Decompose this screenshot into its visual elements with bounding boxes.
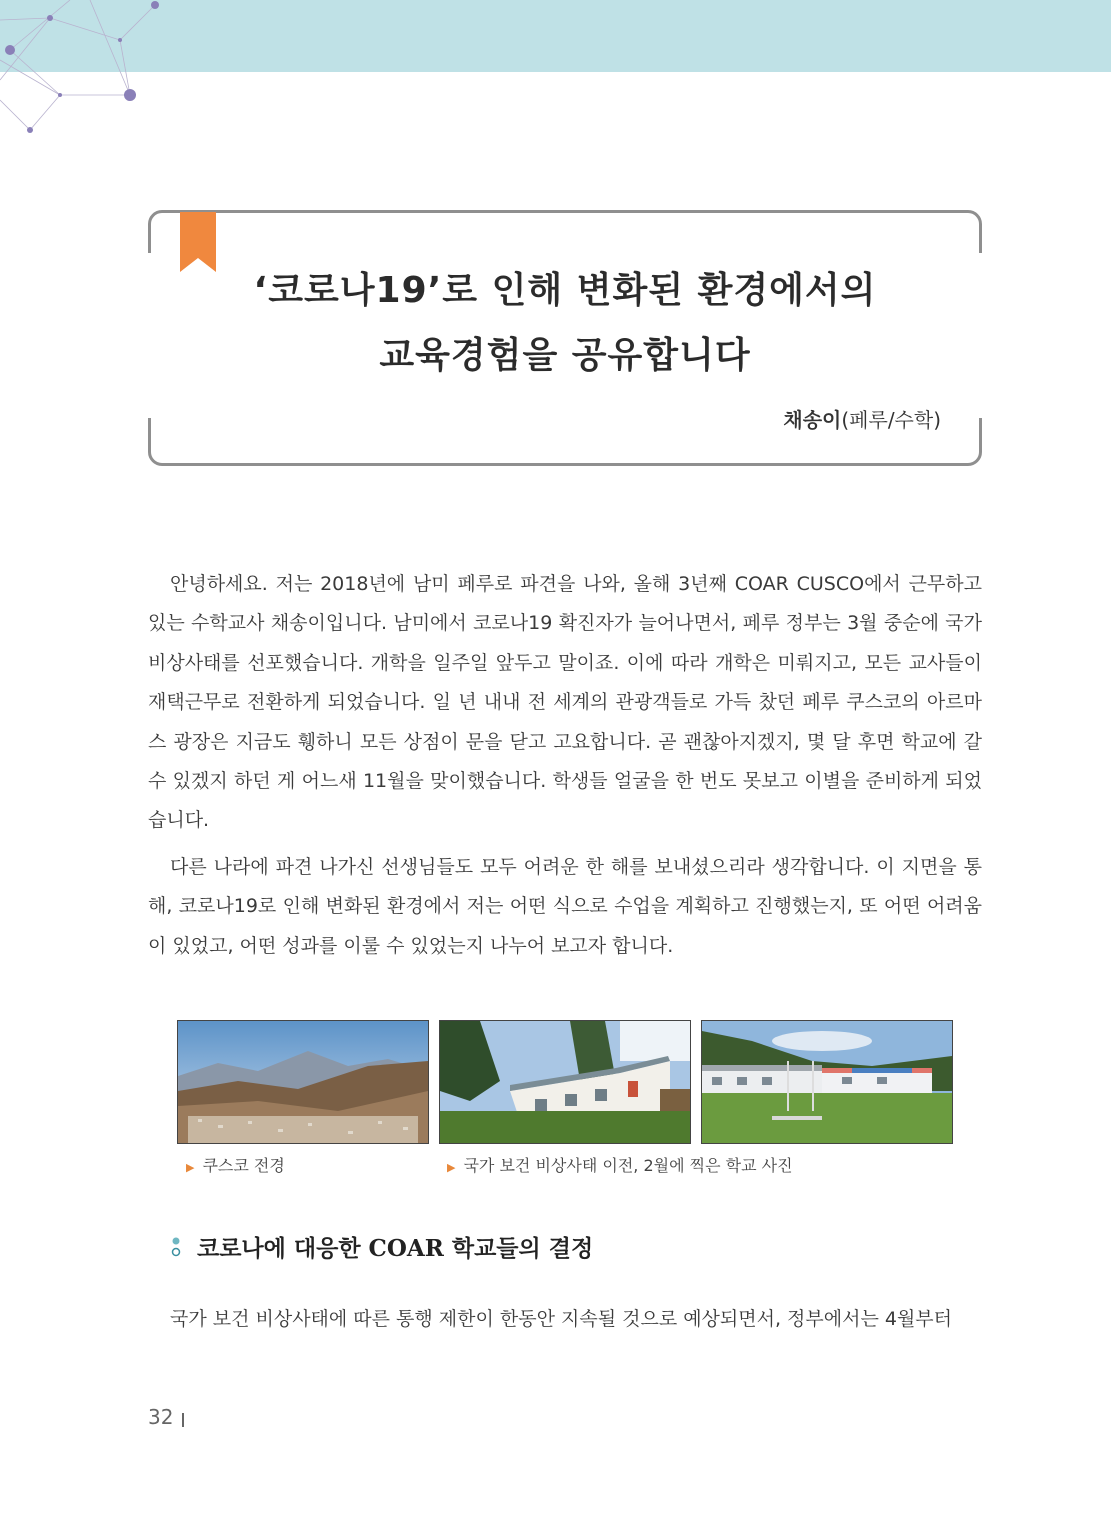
caption-photo-2 — [447, 1153, 793, 1176]
section-heading: 코로나에 대응한 COAR 학교들의 결정 — [197, 1235, 594, 1262]
title-line-2: 교육경험을 공유합니다 — [379, 335, 751, 376]
caption-photo-1 — [186, 1153, 285, 1176]
photo-school-field — [701, 1020, 953, 1144]
network-decoration — [0, 0, 200, 150]
page-number: 32 — [148, 1405, 174, 1429]
caption-photo-2-text: 국가 보건 비상사태 이전, 2월에 찍은 학교 사진 — [463, 1156, 793, 1175]
paragraph-1-text: 안녕하세요. 저는 2018년에 남미 페루로 파견을 나와, 올해 3년째 COAR CUSCO에서 근무하고 있는 수학교사 채송이입니다. 남미에서 코로나19 확진자가 늘어나면서, 페루 정부는 3월 중순에 국가 비상사태를 선포했습니다. 개학을 일주일 앞두고 말이죠. 이에 따라 개학은 미뤄지고, 모든 교사들이 재택근무로 전환하게 되었습니다. 일 년 내내 전 세계의 관광객들로 가득 찼던 페루 쿠스코의 아르마스 광장은 지금도 휑하니 모든 상점이 문을 닫고 고요합니다. 곧 괜찮아지겠지, 몇 달 후면 학교에 갈 수 있겠지 하던 게 어느새 11월을 맞이했습니다. 학생들 얼굴을 한 번도 못보고 이별을 준비하게 되었습니다. — [148, 573, 982, 832]
title-line-1: ‘코로나19’로 인해 변화된 환경에서의 — [253, 270, 877, 311]
photo-cusco-panorama — [177, 1020, 429, 1144]
author-name: 채송이 — [783, 408, 842, 432]
section-bullet-icon — [170, 1236, 182, 1258]
section-paragraph-text: 국가 보건 비상사태에 따른 통행 제한이 한동안 지속될 것으로 예상되면서, 정부에서는 4월부터 — [170, 1308, 953, 1330]
triangle-right-icon: ▶ — [186, 1161, 195, 1174]
triangle-right-icon: ▶ — [447, 1161, 456, 1174]
caption-photo-1-text: 쿠스코 전경 — [202, 1156, 285, 1175]
paragraph-2-text: 다른 나라에 파견 나가신 선생님들도 모두 어려운 한 해를 보내셨으리라 생각합니다. 이 지면을 통해, 코로나19로 인해 변화된 환경에서 저는 어떤 식으로 수업을 계획하고 진행했는지, 또 어떤 어려움이 있었고, 어떤 성과를 이룰 수 있었는지 나누어 보고자 합니다. — [148, 856, 982, 957]
paragraph-2 — [148, 848, 982, 966]
page-divider — [182, 1413, 184, 1427]
section-paragraph — [148, 1300, 982, 1339]
author-info: (페루/수학) — [841, 408, 941, 432]
author — [783, 404, 941, 433]
paragraph-1 — [148, 565, 982, 841]
photo-school-building — [439, 1020, 691, 1144]
